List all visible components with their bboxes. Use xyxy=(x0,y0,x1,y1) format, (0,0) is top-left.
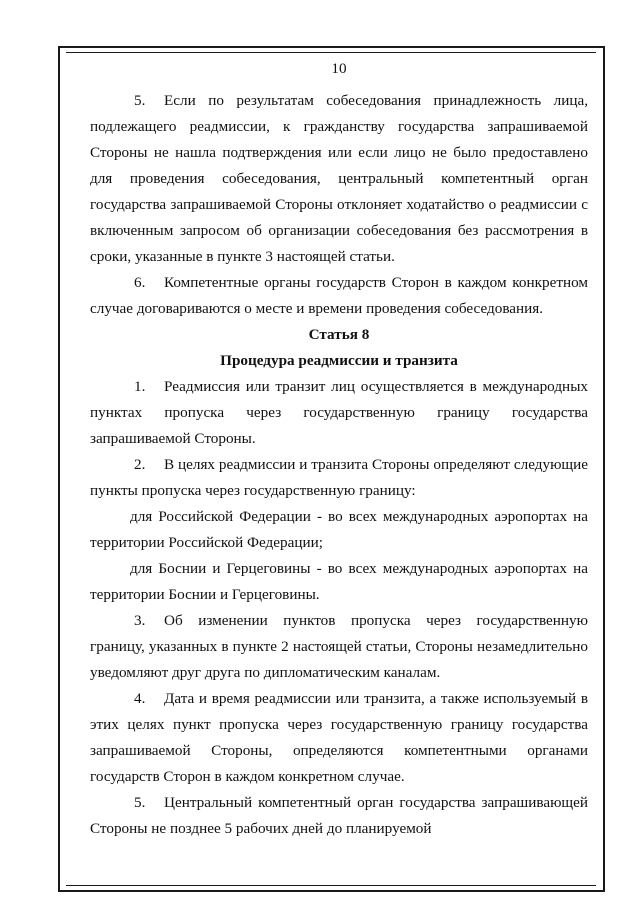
paragraph-number: 5. xyxy=(134,92,146,109)
article-title: Процедура реадмиссии и транзита xyxy=(220,352,458,369)
paragraph-5 xyxy=(90,88,588,270)
article-paragraph-3 xyxy=(90,608,588,686)
paragraph-text: Если по результатам собеседования принадлежность лица, подлежащего реадмиссии, к гражданству государства запрашиваемой Стороны не нашла подтверждения или если лицо не было предоставлено для проведения собеседования, центральный компетентный орган государства запрашиваемой Стороны отклоняет ходатайство о реадмиссии с включенным запросом об организации собеседования без рассмотрения в сроки, указанные в пункте 3 настоящей статьи. xyxy=(90,92,588,265)
article-paragraph-2 xyxy=(90,452,588,504)
paragraph-text: Дата и время реадмиссии или транзита, а также используемый в этих целях пункт пропуска через государственную границу государства запрашиваемой Стороны, определяются компетентными органами государств Сторон в каждом конкретном случае. xyxy=(90,690,588,785)
article-paragraph-4 xyxy=(90,686,588,790)
page-number: 10 xyxy=(331,60,347,77)
subparagraph-bosnia: для Боснии и Герцеговины - во всех международных аэропортах на территории Боснии и Герцеговины. xyxy=(90,560,588,603)
paragraph-6 xyxy=(90,270,588,322)
top-rule xyxy=(66,52,596,53)
paragraph-text: Центральный компетентный орган государства запрашивающей Стороны не позднее 5 рабочих дней до планируемой xyxy=(90,794,588,837)
paragraph-text: В целях реадмиссии и транзита Стороны определяют следующие пункты пропуска через государственную границу: xyxy=(90,456,588,499)
paragraph-number: 4. xyxy=(134,690,146,707)
document-page xyxy=(90,58,588,842)
subparagraph-russia: для Российской Федерации - во всех международных аэропортах на территории Российской Федерации; xyxy=(90,508,588,551)
article-number: Статья 8 xyxy=(308,326,370,343)
bottom-rule xyxy=(66,885,596,886)
paragraph-number: 5. xyxy=(134,794,146,811)
paragraph-number: 2. xyxy=(134,456,146,473)
paragraph-text: Компетентные органы государств Сторон в каждом конкретном случае договариваются о месте и времени проведения собеседования. xyxy=(90,274,588,317)
paragraph-text: Об изменении пунктов пропуска через государственную границу, указанных в пункте 2 настоящей статьи, Стороны незамедлительно уведомляют друг друга по дипломатическим каналам. xyxy=(90,612,588,681)
paragraph-number: 1. xyxy=(134,378,146,395)
paragraph-text: Реадмиссия или транзит лиц осуществляется в международных пунктах пропуска через государственную границу государства запрашиваемой Стороны. xyxy=(90,378,588,447)
paragraph-number: 6. xyxy=(134,274,146,291)
article-paragraph-5 xyxy=(90,790,588,842)
paragraph-number: 3. xyxy=(134,612,146,629)
article-paragraph-1 xyxy=(90,374,588,452)
